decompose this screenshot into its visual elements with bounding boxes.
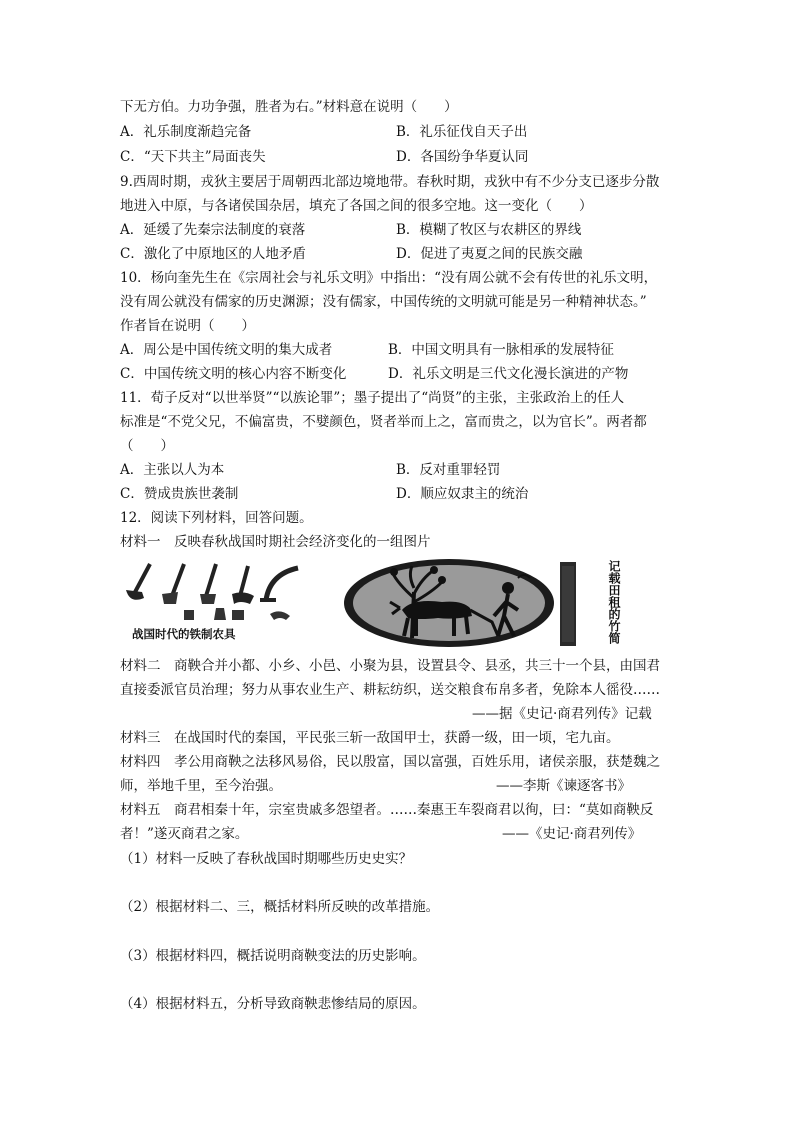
q10-option-d: D．礼乐文明是三代文化漫长演进的产物 [388,366,629,382]
q8-option-d: D．各国纷争华夏认同 [396,149,529,165]
q9-stem-line2: 地进入中原，与各诸侯国杂居，填充了各国之间的很多空地。这一变化（ ） [120,198,593,214]
material-4-line2: 师，举地千里，至今治强。 [120,778,282,794]
q8-stem-tail: 下无方伯。力功争强，胜者为右。”材料意在说明（ ） [120,99,458,115]
q10-option-b: B．中国文明具有一脉相承的发展特征 [388,342,614,358]
sub-question-2: （2）根据材料二、三，概括材料所反映的改革措施。 [120,899,440,915]
q9-option-b: B．模糊了牧区与农耕区的界线 [396,222,582,238]
material-1-figures [120,558,621,648]
q11-stem-line2: 标准是“不党父兄，不偏富贵，不嬖颜色，贤者举而上之，富而贵之，以为官长”。两者都 [120,414,647,430]
q10-option-c: C．中国传统文明的核心内容不断变化 [120,366,347,382]
material-3: 材料三 在战国时代的秦国，平民张三斩一敌国甲士，获爵一级，田一顷，宅九亩。 [120,730,620,746]
q10-stem-line2: 没有周公就没有儒家的历史渊源；没有儒家，中国传统的文明就可能是另一种精神状态。” [120,294,647,310]
iron-tools-caption: 战国时代的铁制农具 [132,627,236,641]
q8-option-c: C．“天下共主”局面丧失 [120,149,266,165]
q8-option-b: B．礼乐征伐自天子出 [396,124,528,140]
sub-question-1: （1）材料一反映了春秋战国时期哪些历史史实？ [120,851,413,867]
q11-option-c: C．赞成贵族世袭制 [120,486,239,502]
sub-question-4: （4）根据材料五，分析导致商鞅悲惨结局的原因。 [120,996,426,1012]
q9-option-a: A．延缓了先秦宗法制度的衰落 [120,222,306,238]
q11-stem-line3: （ ） [120,438,174,454]
bamboo-slip-image [560,558,610,648]
q9-option-c: C．激化了中原地区的人地矛盾 [120,246,306,262]
q11-option-b: B．反对重罪轻罚 [396,462,501,478]
material-1-heading: 材料一 反映春秋战国时期社会经济变化的一组图片 [120,534,431,550]
material-4-line1: 材料四 孝公用商鞅之法移风易俗，民以殷富，国以富强，百姓乐用，诸侯亲服，获楚魏之 [120,754,660,770]
q10-stem-line1: 10．杨向奎先生在《宗周社会与礼乐文明》中指出：“没有周公就不会有传世的礼乐文明， [120,270,658,286]
q11-stem-line1: 11．荀子反对“以世举贤”“以族论罪”；墨子提出了“尚贤”的主张，主张政治上的任人 [120,390,625,406]
iron-tools-image [120,560,308,646]
bamboo-slip-caption: 记载田租的竹简 [607,560,621,644]
material-2-line2: 直接委派官员治理；努力从事农业生产、耕耘纺织，送交粮食布帛多者，免除本人徭役…… [120,682,660,698]
q9-stem-line1: 9.西周时期，戎狄主要居于周朝西北部边境地带。春秋时期，戎狄中有不少分支已逐步分散 [120,174,660,190]
q8-option-a: A．礼乐制度渐趋完备 [120,124,252,140]
material-5-line1: 材料五 商君相秦十年，宗室贵戚多怨望者。……秦惠王车裂商君以徇，曰：“莫如商鞅反 [120,802,654,818]
q9-option-d: D．促进了夷夏之间的民族交融 [396,246,583,262]
material-5-line2: 者！”遂灭商君之家。 [120,826,249,842]
q12-intro: 12．阅读下列材料，回答问题。 [120,510,313,526]
sub-question-3: （3）根据材料四，概括说明商鞅变法的历史影响。 [120,948,426,964]
q10-option-a: A．周公是中国传统文明的集大成者 [120,342,333,358]
material-2-line1: 材料二 商鞅合并小都、小乡、小邑、小聚为县，设置县令、县丞，共三十一个县，由国君 [120,658,660,674]
q11-option-d: D．顺应奴隶主的统治 [396,486,529,502]
material-2-source: ——据《史记·商君列传》记载 [472,706,652,722]
material-5-source: ——《史记·商君列传》 [502,826,642,842]
material-4-source: ——李斯《谏逐客书》 [496,778,631,794]
q10-stem-line3: 作者旨在说明（ ） [120,318,255,334]
ox-plowing-relief-image [342,558,556,648]
q11-option-a: A．主张以人为本 [120,462,225,478]
